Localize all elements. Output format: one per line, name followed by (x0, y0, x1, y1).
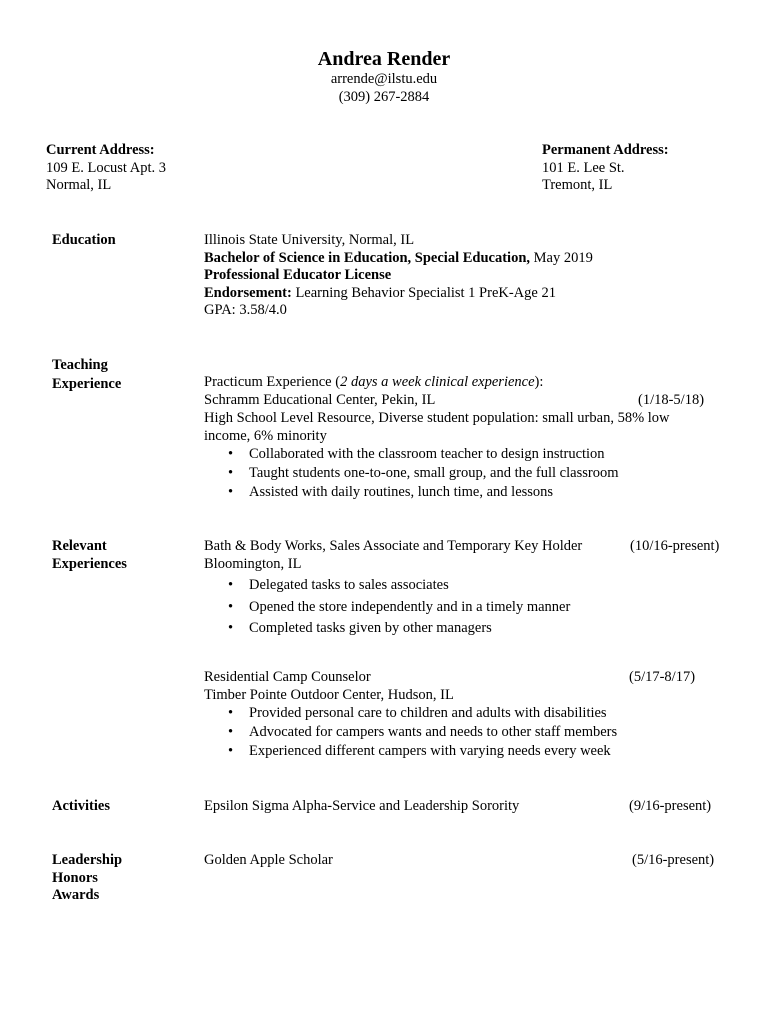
teaching-dates: (1/18-5/18) (638, 391, 705, 408)
current-address (46, 142, 166, 195)
permanent-address (542, 142, 669, 195)
email-text: arrende@ilstu.edu (330, 71, 438, 87)
list-item: • Provided personal care to children and adults with disabilities (204, 704, 734, 723)
teaching-title-post: ): (534, 374, 544, 390)
activities-content (204, 798, 734, 816)
job1-title: Bath & Body Works, Sales Associate and Temporary Key Holder (204, 538, 583, 554)
job1-location: Bloomington, IL (204, 555, 302, 572)
job1-title-row (204, 538, 734, 556)
teaching-content (204, 374, 734, 502)
job2-title: Residential Camp Counselor (204, 669, 371, 685)
teaching-label (52, 356, 192, 394)
leadership-label-line2: Honors (52, 869, 98, 886)
contact-block (0, 70, 768, 106)
job2-content (204, 669, 734, 761)
leadership-row (204, 852, 734, 870)
activities-label: Activities (52, 798, 110, 814)
education-degree: Bachelor of Science in Education, Special Education, (204, 249, 531, 266)
relevant-label-line2: Experiences (52, 555, 127, 572)
leadership-content (204, 852, 734, 870)
list-item: • Delegated tasks to sales associates (204, 575, 734, 597)
job2-bullets (204, 704, 734, 761)
teaching-title-pre: Practicum Experience ( (204, 374, 341, 390)
education-endorsement-line (204, 285, 734, 303)
education-school: Illinois State University, Normal, IL (204, 232, 415, 248)
list-item: • Taught students one-to-one, small group, and the full classroom (204, 464, 734, 483)
teaching-bullets (204, 445, 734, 502)
education-degree-line (204, 250, 734, 268)
teaching-label-line2: Experience (52, 376, 122, 392)
teaching-place-row (204, 392, 734, 410)
list-item: • Experienced different campers with varying needs every week (204, 742, 734, 761)
list-item: • Completed tasks given by other managers (204, 618, 734, 640)
permanent-address-label: Permanent Address: (542, 142, 669, 158)
education-content (204, 232, 734, 320)
job1-bullets (204, 575, 734, 640)
education-label: Education (52, 232, 116, 248)
endorsement-text: Learning Behavior Specialist 1 PreK-Age 21 (291, 284, 556, 301)
teaching-title-italic: 2 days a week clinical experience (340, 374, 535, 390)
activities-row (204, 798, 734, 816)
leadership-label-line1: Leadership (52, 852, 123, 868)
education-gpa: GPA: 3.58/4.0 (204, 302, 287, 318)
activities-item: Epsilon Sigma Alpha-Service and Leadership Sorority (204, 798, 520, 814)
teaching-place: Schramm Educational Center, Pekin, IL (204, 391, 436, 408)
job2-dates: (5/17-8/17) (629, 669, 696, 685)
current-address-label: Current Address: (46, 142, 155, 158)
permanent-address-line2: Tremont, IL (542, 177, 613, 193)
relevant-label (52, 538, 192, 573)
job2-location: Timber Pointe Outdoor Center, Hudson, IL (204, 686, 454, 703)
education-degree-date: May 2019 (530, 249, 593, 266)
current-address-line2: Normal, IL (46, 177, 112, 193)
leadership-dates: (5/16-present) (632, 852, 715, 868)
leadership-item: Golden Apple Scholar (204, 852, 333, 868)
leadership-label-line3: Awards (52, 887, 100, 903)
relevant-label-line1: Relevant (52, 538, 107, 554)
resume-name: Andrea Render (317, 48, 451, 70)
job2-title-row (204, 669, 734, 687)
list-item: • Advocated for campers wants and needs to other staff members (204, 723, 734, 742)
permanent-address-line1: 101 E. Lee St. (542, 159, 625, 176)
leadership-label (52, 852, 192, 905)
job1-dates: (10/16-present) (630, 538, 720, 554)
list-item: • Collaborated with the classroom teacher to design instruction (204, 445, 734, 464)
teaching-title (204, 374, 734, 392)
phone-text: (309) 267-2884 (338, 89, 430, 105)
activities-dates: (9/16-present) (629, 798, 712, 814)
list-item: • Opened the store independently and in a timely manner (204, 597, 734, 619)
job1-content (204, 538, 734, 640)
education-license: Professional Educator License (204, 267, 392, 283)
teaching-desc: High School Level Resource, Diverse student population: small urban, 58% low income, 6% minority (204, 410, 670, 444)
current-address-line1: 109 E. Locust Apt. 3 (46, 159, 167, 176)
teaching-label-line1: Teaching (52, 357, 108, 373)
endorsement-label: Endorsement: (204, 284, 292, 301)
list-item: • Assisted with daily routines, lunch time, and lessons (204, 483, 734, 502)
